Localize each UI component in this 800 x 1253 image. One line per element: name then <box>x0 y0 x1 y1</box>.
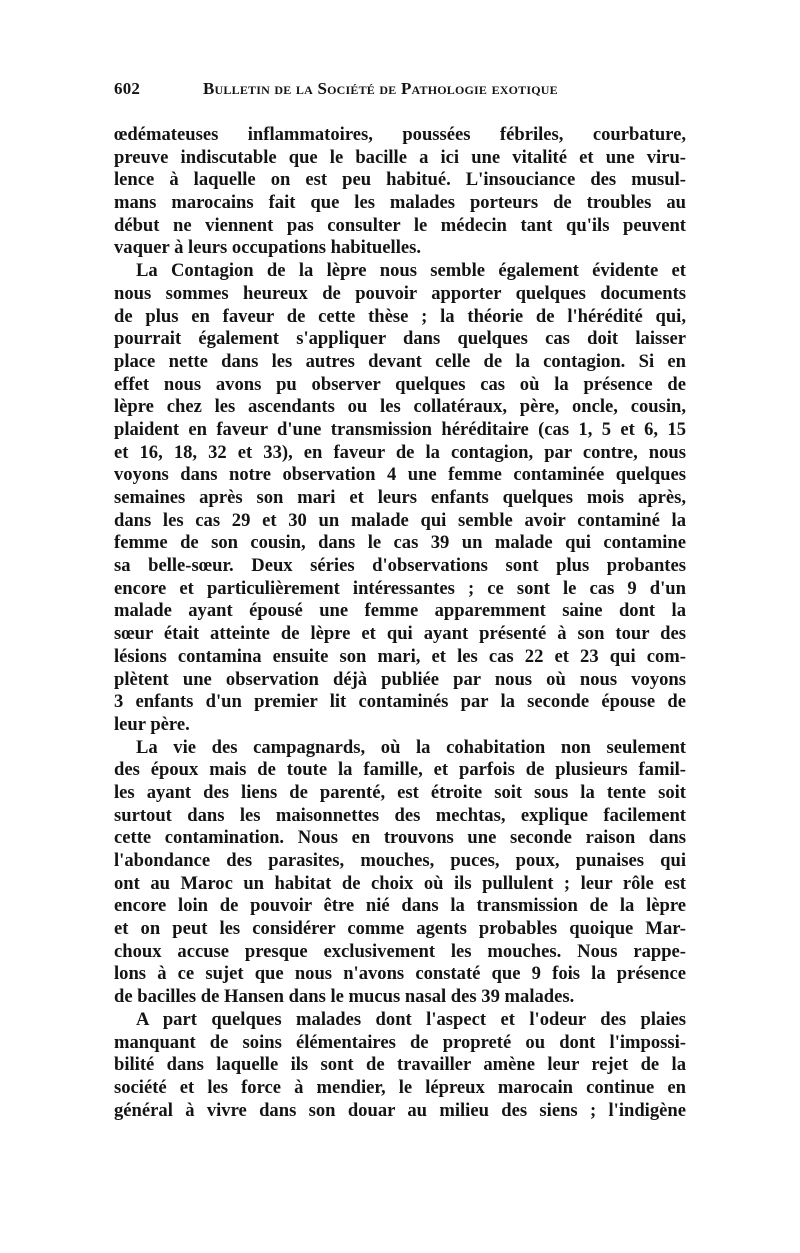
text-line: pourrait également s'appliquer dans quelques cas doit laisser <box>114 328 686 350</box>
text-line: mans marocains fait que les malades porteurs de troubles au <box>114 192 686 214</box>
text-line: preuve indiscutable que le bacille a ici une vitalité et une viru- <box>114 146 686 168</box>
text-line: vaquer à leurs occupations habituelles. <box>114 237 421 259</box>
text-line: femme de son cousin, dans le cas 39 un malade qui contamine <box>114 532 686 554</box>
body-text <box>114 124 686 1122</box>
journal-title: Bulletin de la Société de Pathologie exotique <box>203 79 558 98</box>
text-line: et on peut les considérer comme agents probables quoique Mar- <box>114 918 686 940</box>
text-line: 3 enfants d'un premier lit contaminés par la seconde épouse de <box>114 691 686 713</box>
text-line: l'abondance des parasites, mouches, puces, poux, punaises qui <box>114 850 686 871</box>
text-line: voyons dans notre observation 4 une femme contaminée quelques <box>114 464 686 486</box>
text-line: lence à laquelle on est peu habitué. L'insouciance des musul- <box>114 169 686 191</box>
text-line: nous sommes heureux de pouvoir apporter quelques documents <box>114 282 686 304</box>
text-line: A part quelques malades dont l'aspect et l'odeur des plaies <box>136 1008 686 1030</box>
text-line: plètent une observation déjà publiée par nous où nous voyons <box>114 668 686 690</box>
text-line: sœur était atteinte de lèpre et qui ayant présenté à son tour des <box>114 623 686 645</box>
text-line: effet nous avons pu observer quelques cas où la présence de <box>114 373 686 395</box>
running-head <box>114 79 686 109</box>
text-line: bilité dans laquelle ils sont de travailler amène leur rejet de la <box>114 1054 686 1076</box>
text-line: de plus en faveur de cette thèse ; la théorie de l'hérédité qui, <box>114 305 686 327</box>
text-line: ont au Maroc un habitat de choix où ils pullulent ; leur rôle est <box>114 872 686 894</box>
text-line: manquant de soins élémentaires de propreté ou dont l'impossi- <box>114 1031 686 1053</box>
text-line: choux accuse presque exclusivement les mouches. Nous rappe- <box>114 940 686 962</box>
text-line: encore loin de pouvoir être nié dans la transmission de la lèpre <box>114 895 686 917</box>
text-line: société et les force à mendier, le lépreux marocain continue en <box>114 1076 686 1098</box>
text-line: semaines après son mari et leurs enfants quelques mois après, <box>114 487 686 508</box>
text-line: lons à ce sujet que nous n'avons constaté que 9 fois la présence <box>114 963 686 985</box>
text-line: leur père. <box>114 713 190 735</box>
text-line: lésions contamina ensuite son mari, et les cas 22 et 23 qui com- <box>114 645 686 667</box>
text-line: place nette dans les autres devant celle de la contagion. Si en <box>114 350 686 372</box>
text-line: œdémateuses inflammatoires, poussées fébriles, courbature, <box>114 124 686 145</box>
text-line: des époux mais de toute la famille, et parfois de plusieurs famil- <box>114 759 686 781</box>
text-line: surtout dans les maisonnettes des mechtas, explique facilement <box>114 804 686 826</box>
text-line: sa belle-sœur. Deux séries d'observations sont plus probantes <box>114 555 686 577</box>
text-line: début ne viennent pas consulter le médecin tant qu'ils peuvent <box>114 214 686 236</box>
text-line: et 16, 18, 32 et 33), en faveur de la contagion, par contre, nous <box>114 441 686 463</box>
text-line: malade ayant épousé une femme apparemment saine dont la <box>114 600 686 622</box>
text-line: encore et particulièrement intéressantes ; ce sont le cas 9 d'un <box>114 577 686 599</box>
text-line: plaident en faveur d'une transmission héréditaire (cas 1, 5 et 6, 15 <box>114 418 686 440</box>
text-line: de bacilles de Hansen dans le mucus nasal des 39 malades. <box>114 986 575 1008</box>
text-line: général à vivre dans son douar au milieu des siens ; l'indigène <box>114 1099 686 1121</box>
text-line: cette contamination. Nous en trouvons une seconde raison dans <box>114 827 686 849</box>
text-line: lèpre chez les ascendants ou les collatéraux, père, oncle, cousin, <box>114 396 686 418</box>
text-line: dans les cas 29 et 30 un malade qui semble avoir contaminé la <box>114 509 686 531</box>
text-line: La vie des campagnards, où la cohabitation non seulement <box>136 736 686 758</box>
page-number: 602 <box>114 79 141 98</box>
text-line: les ayant des liens de parenté, est étroite soit sous la tente soit <box>114 781 686 803</box>
text-line: La Contagion de la lèpre nous semble également évidente et <box>136 260 686 282</box>
